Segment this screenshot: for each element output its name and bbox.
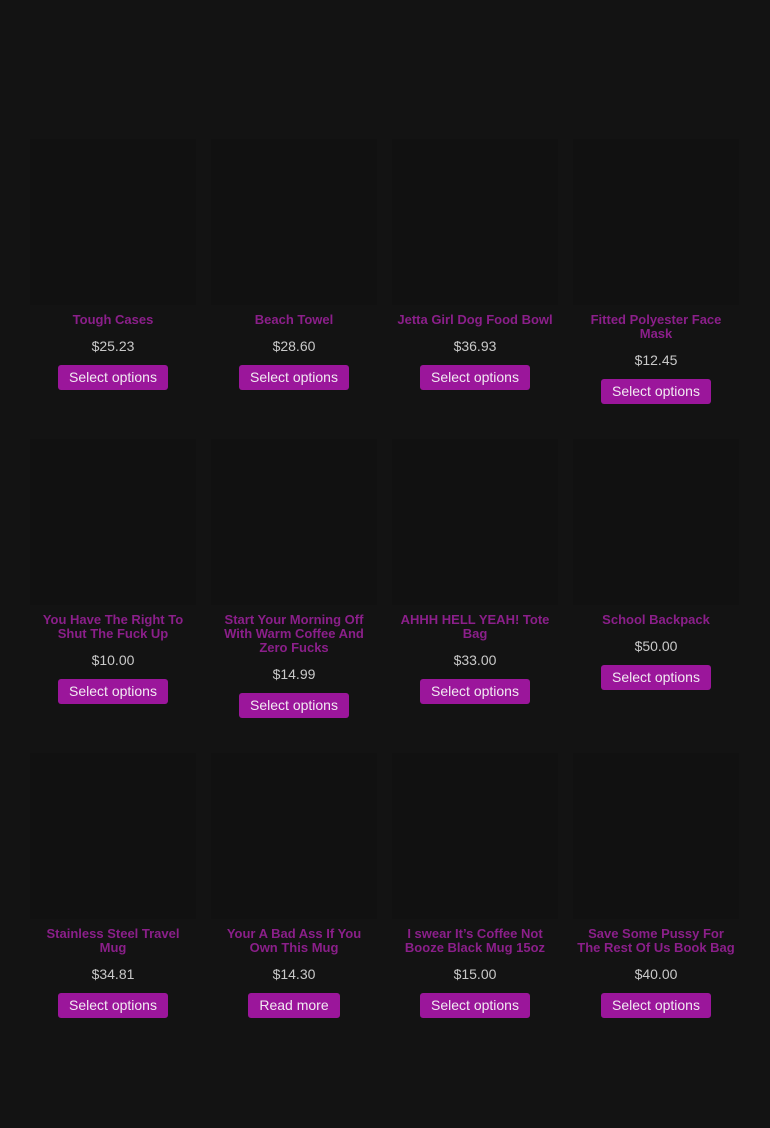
product-image[interactable] — [392, 753, 558, 919]
product-image[interactable] — [30, 139, 196, 305]
product-card — [30, 753, 196, 1018]
select-options-button[interactable]: Select options — [58, 679, 168, 704]
product-card — [573, 753, 739, 1018]
product-title-link[interactable]: Stainless Steel Travel Mug — [46, 926, 180, 955]
product-image[interactable] — [573, 139, 739, 305]
product-title-link[interactable]: I swear It’s Coffee Not Booze Black Mug 15oz — [404, 926, 546, 955]
product-title-link[interactable]: AHHH HELL YEAH! Tote Bag — [400, 612, 550, 641]
product-title-link[interactable]: You Have The Right To Shut The Fuck Up — [42, 612, 184, 641]
product-title-link[interactable]: Beach Towel — [254, 312, 334, 327]
product-image[interactable] — [392, 139, 558, 305]
select-options-button[interactable]: Select options — [239, 365, 349, 390]
product-card — [573, 139, 739, 404]
product-price: $34.81 — [91, 966, 135, 982]
product-price: $50.00 — [634, 638, 678, 654]
product-price: $14.99 — [272, 666, 316, 682]
product-title-link[interactable]: School Backpack — [602, 612, 710, 627]
product-price: $12.45 — [634, 352, 678, 368]
product-image[interactable] — [30, 439, 196, 605]
product-image[interactable] — [211, 139, 377, 305]
product-image[interactable] — [211, 753, 377, 919]
product-card — [392, 753, 558, 1018]
product-price: $40.00 — [634, 966, 678, 982]
product-price: $15.00 — [453, 966, 497, 982]
product-title-link[interactable]: Save Some Pussy For The Rest Of Us Book Bag — [577, 926, 735, 955]
product-card — [392, 139, 558, 390]
product-card — [211, 139, 377, 390]
product-title-link[interactable]: Tough Cases — [72, 312, 154, 327]
product-title-link[interactable]: Jetta Girl Dog Food Bowl — [397, 312, 553, 327]
product-card — [573, 439, 739, 690]
product-price: $14.30 — [272, 966, 316, 982]
select-options-button[interactable]: Select options — [58, 993, 168, 1018]
product-card — [211, 439, 377, 718]
product-price: $36.93 — [453, 338, 497, 354]
header-spacer — [0, 0, 770, 139]
product-image[interactable] — [573, 439, 739, 605]
product-grid — [0, 139, 770, 1018]
product-price: $28.60 — [272, 338, 316, 354]
product-image[interactable] — [211, 439, 377, 605]
product-card — [30, 139, 196, 390]
product-image[interactable] — [573, 753, 739, 919]
select-options-button[interactable]: Select options — [420, 679, 530, 704]
product-image[interactable] — [30, 753, 196, 919]
select-options-button[interactable]: Select options — [420, 993, 530, 1018]
product-card — [392, 439, 558, 704]
product-price: $25.23 — [91, 338, 135, 354]
select-options-button[interactable]: Select options — [601, 379, 711, 404]
product-title-link[interactable]: Fitted Polyester Face Mask — [590, 312, 722, 341]
select-options-button[interactable]: Select options — [58, 365, 168, 390]
product-price: $33.00 — [453, 652, 497, 668]
select-options-button[interactable]: Select options — [420, 365, 530, 390]
select-options-button[interactable]: Select options — [239, 693, 349, 718]
product-card — [30, 439, 196, 704]
product-card — [211, 753, 377, 1018]
product-price: $10.00 — [91, 652, 135, 668]
select-options-button[interactable]: Select options — [601, 665, 711, 690]
product-title-link[interactable]: Start Your Morning Off With Warm Coffee And Zero Fucks — [224, 612, 364, 655]
select-options-button[interactable]: Select options — [601, 993, 711, 1018]
read-more-button[interactable]: Read more — [248, 993, 339, 1018]
product-title-link[interactable]: Your A Bad Ass If You Own This Mug — [226, 926, 362, 955]
product-image[interactable] — [392, 439, 558, 605]
